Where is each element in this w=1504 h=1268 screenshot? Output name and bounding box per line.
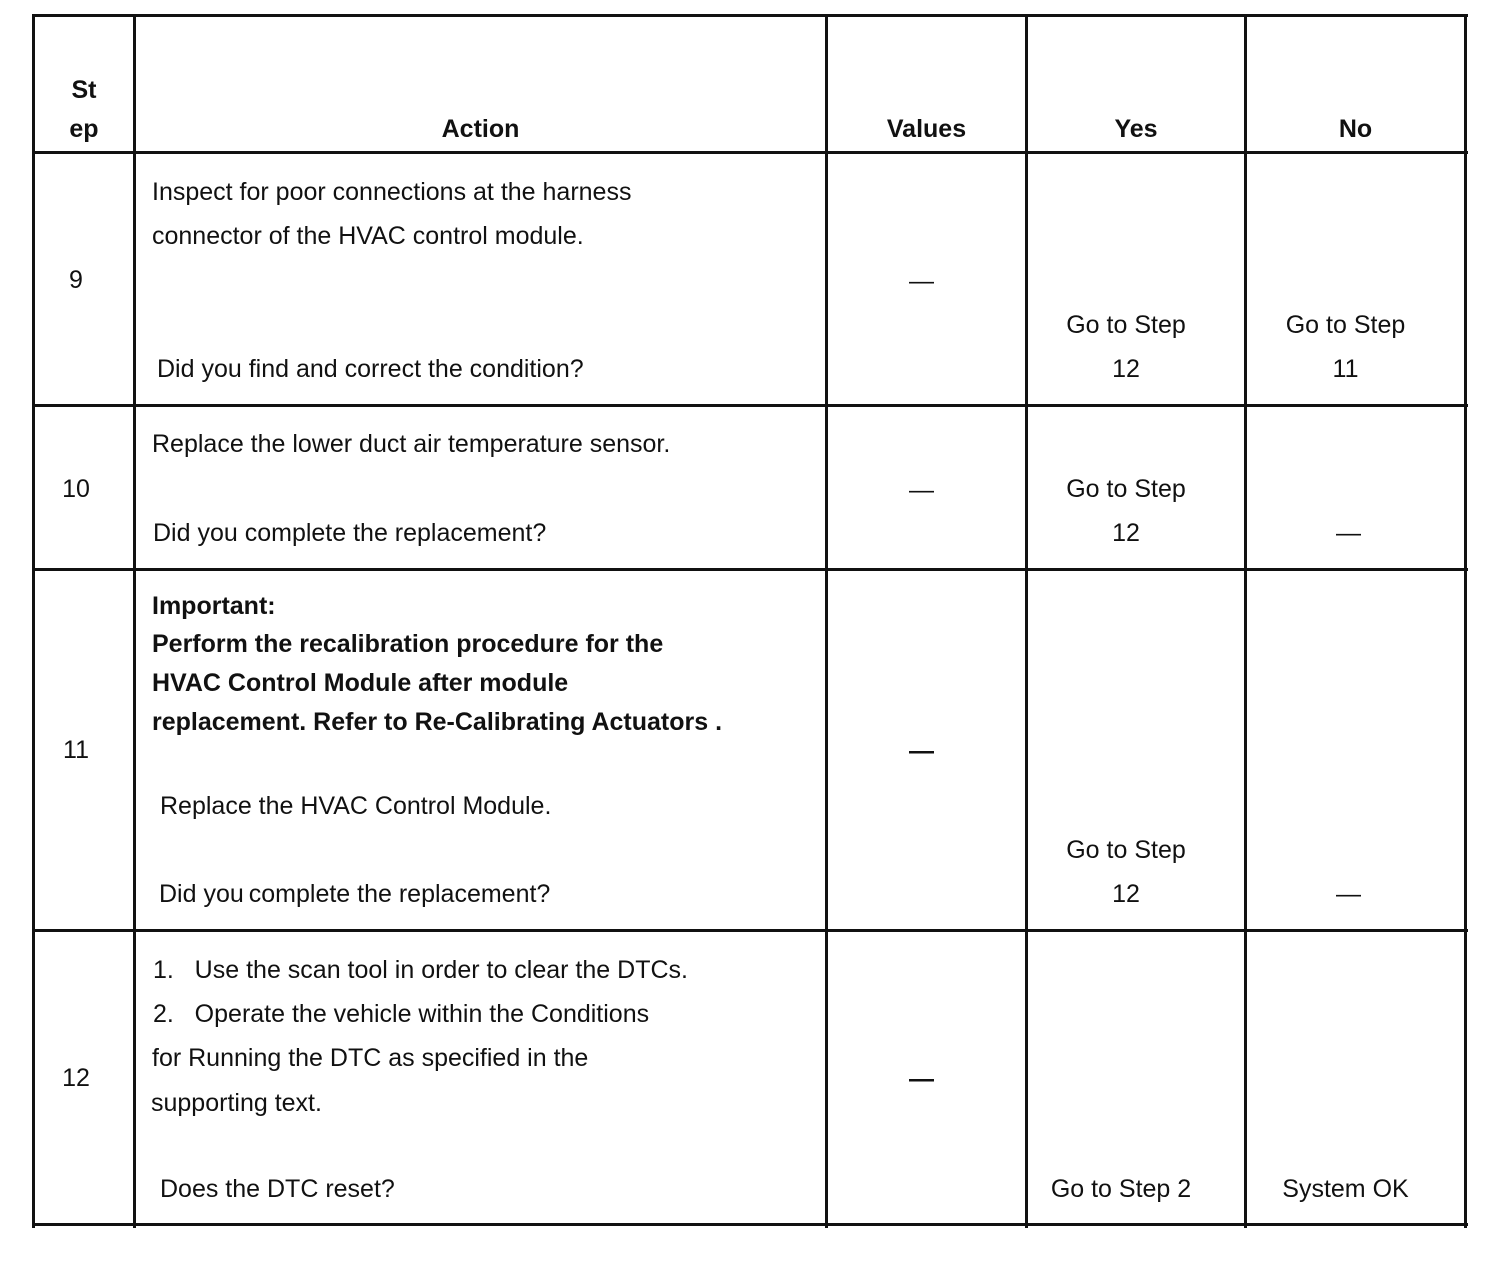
row-divider [32,568,1468,571]
yes-cell: 12 [1112,519,1140,547]
header-action: Action [441,115,520,143]
list-item: 2. Operate the vehicle within the Conditions [153,1000,650,1028]
no-cell: Go to Step [1285,311,1406,339]
action-text: Inspect for poor connections at the harness [152,178,632,206]
step-number: 11 [63,736,89,764]
action-question: Did you complete the replacement? [153,519,547,547]
header-divider [32,151,1468,154]
yes-cell: 12 [1112,880,1140,908]
column-divider [1244,14,1247,1228]
action-text: Replace the HVAC Control Module. [160,792,552,820]
row-divider [32,929,1468,932]
action-question: Does the DTC reset? [160,1175,395,1203]
action-question: Did you complete the replacement? [159,880,551,908]
table-border-left [32,14,35,1228]
no-cell: System OK [1282,1175,1409,1203]
yes-cell: Go to Step [1066,311,1186,339]
column-divider [825,14,828,1228]
values-cell: — [909,737,934,765]
step-number: 10 [62,475,90,503]
action-question: Did you find and correct the condition? [157,355,584,383]
yes-cell: Go to Step 2 [1050,1175,1192,1203]
header-step-line2: ep [69,115,99,143]
action-text: supporting text. [151,1089,322,1117]
important-text: HVAC Control Module after module [152,669,569,697]
values-cell: — [909,476,934,504]
step-number: 9 [69,266,83,294]
table-border-top [32,14,1468,17]
column-divider [133,14,136,1228]
no-cell: — [1336,880,1361,908]
header-yes: Yes [1114,115,1158,143]
important-text: replacement. Refer to Re-Calibrating Actuators . [152,708,723,736]
header-values: Values [886,115,967,143]
yes-cell: Go to Step [1066,475,1186,503]
action-text: for Running the DTC as specified in the [152,1044,589,1072]
row-divider [32,404,1468,407]
column-divider [1025,14,1028,1228]
table-border-bottom [32,1223,1468,1226]
action-text: connector of the HVAC control module. [152,222,584,250]
yes-cell: Go to Step [1066,836,1186,864]
table-border-right [1464,14,1467,1228]
header-no: No [1338,115,1373,143]
step-number: 12 [62,1064,90,1092]
values-cell: — [909,1065,934,1093]
no-cell: 11 [1332,355,1359,383]
important-text: Perform the recalibration procedure for the [152,630,664,658]
values-cell: — [909,267,934,295]
action-text: Replace the lower duct air temperature sensor. [152,430,671,458]
yes-cell: 12 [1112,355,1140,383]
no-cell: — [1336,519,1361,547]
header-step-line1: St [71,76,97,104]
important-label: Important: [152,592,276,620]
list-item: 1. Use the scan tool in order to clear the DTCs. [153,956,688,984]
